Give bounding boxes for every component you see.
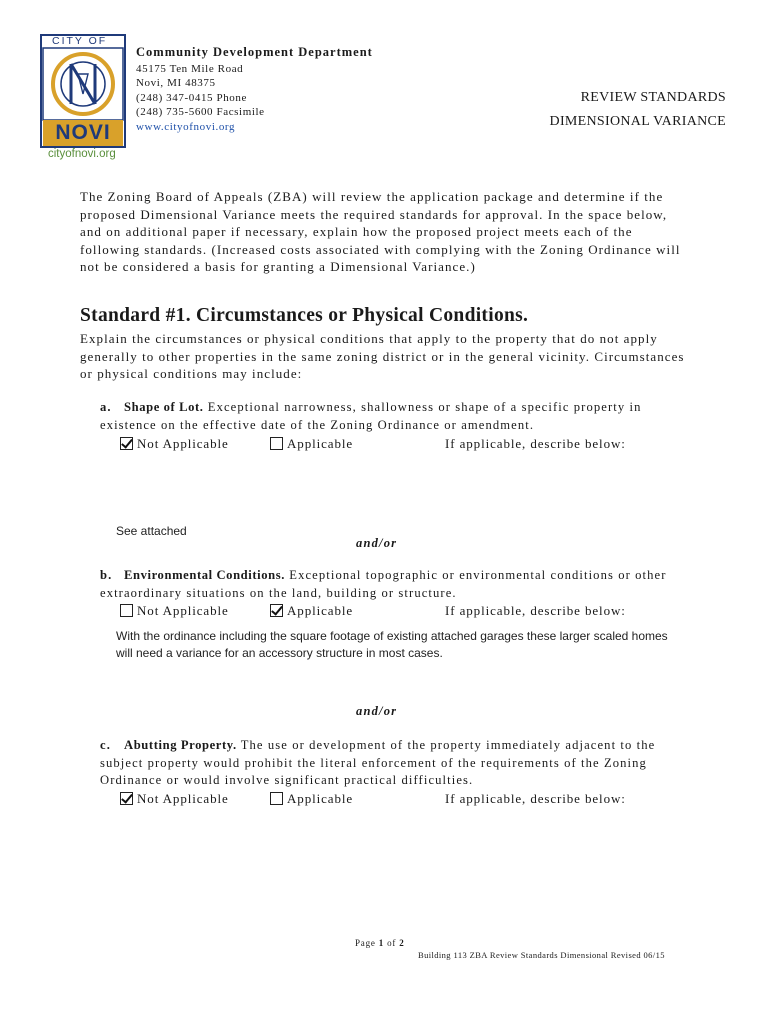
title-line-2: DIMENSIONAL VARIANCE <box>549 114 726 129</box>
applicable-option-b[interactable] <box>270 603 353 619</box>
item-environmental-conditions <box>100 567 700 602</box>
department-info <box>136 45 373 134</box>
describe-label-a: If applicable, describe below: <box>445 436 626 451</box>
item-text: Exceptional narrowness, shallowness or shape of a specific property in existence on the effective date of the Zoning Ordinance or amendment. <box>100 400 642 432</box>
department-name: Community Development Department <box>136 45 373 59</box>
item-letter: a. <box>100 400 112 414</box>
item-text: The use or development of the property immediately adjacent to the subject property would prohibit the literal enforcement of the requirements of the Zoning Ordinance or would involve significant practical difficulties. <box>100 738 656 788</box>
title-line-1: REVIEW STANDARDS <box>580 90 726 105</box>
not-applicable-option-c[interactable] <box>120 791 229 807</box>
standard-heading: Standard #1. Circumstances or Physical Conditions. <box>80 305 529 326</box>
item-text: Exceptional topographic or environmental conditions or other extraordinary situations on the land, building or structure. <box>100 568 667 600</box>
checkbox-icon[interactable] <box>270 437 283 450</box>
page-total: 2 <box>399 938 405 948</box>
checkbox-icon[interactable] <box>120 604 133 617</box>
phone-number: (248) 347-0415 Phone <box>136 91 247 104</box>
not-applicable-option-b[interactable] <box>120 603 229 619</box>
applicable-option-a[interactable] <box>270 436 353 452</box>
checkbox-checked-icon[interactable] <box>120 792 133 805</box>
logo-city-of-text: CITY OF <box>52 35 108 47</box>
standard-description: Explain the circumstances or physical conditions that apply to the property that do not apply generally to other properties in the same zoning district or in the general vicinity. Circumstances or physical conditions may include: <box>80 331 685 382</box>
item-shape-of-lot <box>100 399 700 434</box>
page-number <box>355 938 405 948</box>
options-row-c <box>120 791 680 809</box>
document-title <box>550 86 726 134</box>
and-or-separator: and/or <box>356 536 398 550</box>
item-term: Abutting Property. <box>124 738 237 752</box>
options-row-a <box>120 436 680 454</box>
not-applicable-option-a[interactable] <box>120 436 229 452</box>
checkbox-checked-icon[interactable] <box>120 437 133 450</box>
answer-b[interactable]: With the ordinance including the square footage of existing attached garages these larger scaled homes will need a variance for an accessory structure in most cases. <box>116 629 668 660</box>
address-line-1: 45175 Ten Mile Road <box>136 62 244 75</box>
page-prefix: Page <box>355 938 379 948</box>
intro-paragraph: The Zoning Board of Appeals (ZBA) will review the application package and determine if the proposed Dimensional Variance meets the required standards for approval. In the space below, and on additional paper if necessary, explain how the proposed project meets each of the following standards. (Increased costs associated with complying with the Zoning Ordinance will not be considered a basis for granting a Dimensional Variance.) <box>80 189 681 275</box>
logo-url-text: cityofnovi.org <box>48 148 116 160</box>
options-row-b <box>120 603 680 621</box>
revision-note: Building 113 ZBA Review Standards Dimensional Revised 06/15 <box>418 950 665 960</box>
address-line-2: Novi, MI 48375 <box>136 77 216 89</box>
applicable-label: Applicable <box>287 436 354 451</box>
not-applicable-label: Not Applicable <box>137 791 229 806</box>
page-of: of <box>384 938 400 948</box>
describe-label-b: If applicable, describe below: <box>445 603 626 618</box>
item-term: Environmental Conditions. <box>124 568 286 582</box>
item-abutting-property <box>100 737 700 790</box>
not-applicable-label: Not Applicable <box>137 436 229 451</box>
applicable-option-c[interactable] <box>270 791 353 807</box>
item-term: Shape of Lot. <box>124 400 204 414</box>
city-logo <box>40 34 126 164</box>
applicable-label: Applicable <box>287 791 354 806</box>
and-or-separator: and/or <box>356 704 398 718</box>
page-current: 1 <box>378 938 385 948</box>
checkbox-icon[interactable] <box>270 792 283 805</box>
fax-number: (248) 735-5600 Facsimile <box>136 106 265 118</box>
item-letter: b. <box>100 568 113 582</box>
item-letter: c. <box>100 738 111 752</box>
answer-a[interactable]: See attached <box>116 524 187 538</box>
website-link[interactable]: www.cityofnovi.org <box>136 120 236 133</box>
describe-label-c: If applicable, describe below: <box>445 791 626 806</box>
not-applicable-label: Not Applicable <box>137 603 229 618</box>
checkbox-checked-icon[interactable] <box>270 604 283 617</box>
logo-novi-text: NOVI <box>55 121 111 144</box>
applicable-label: Applicable <box>287 603 354 618</box>
